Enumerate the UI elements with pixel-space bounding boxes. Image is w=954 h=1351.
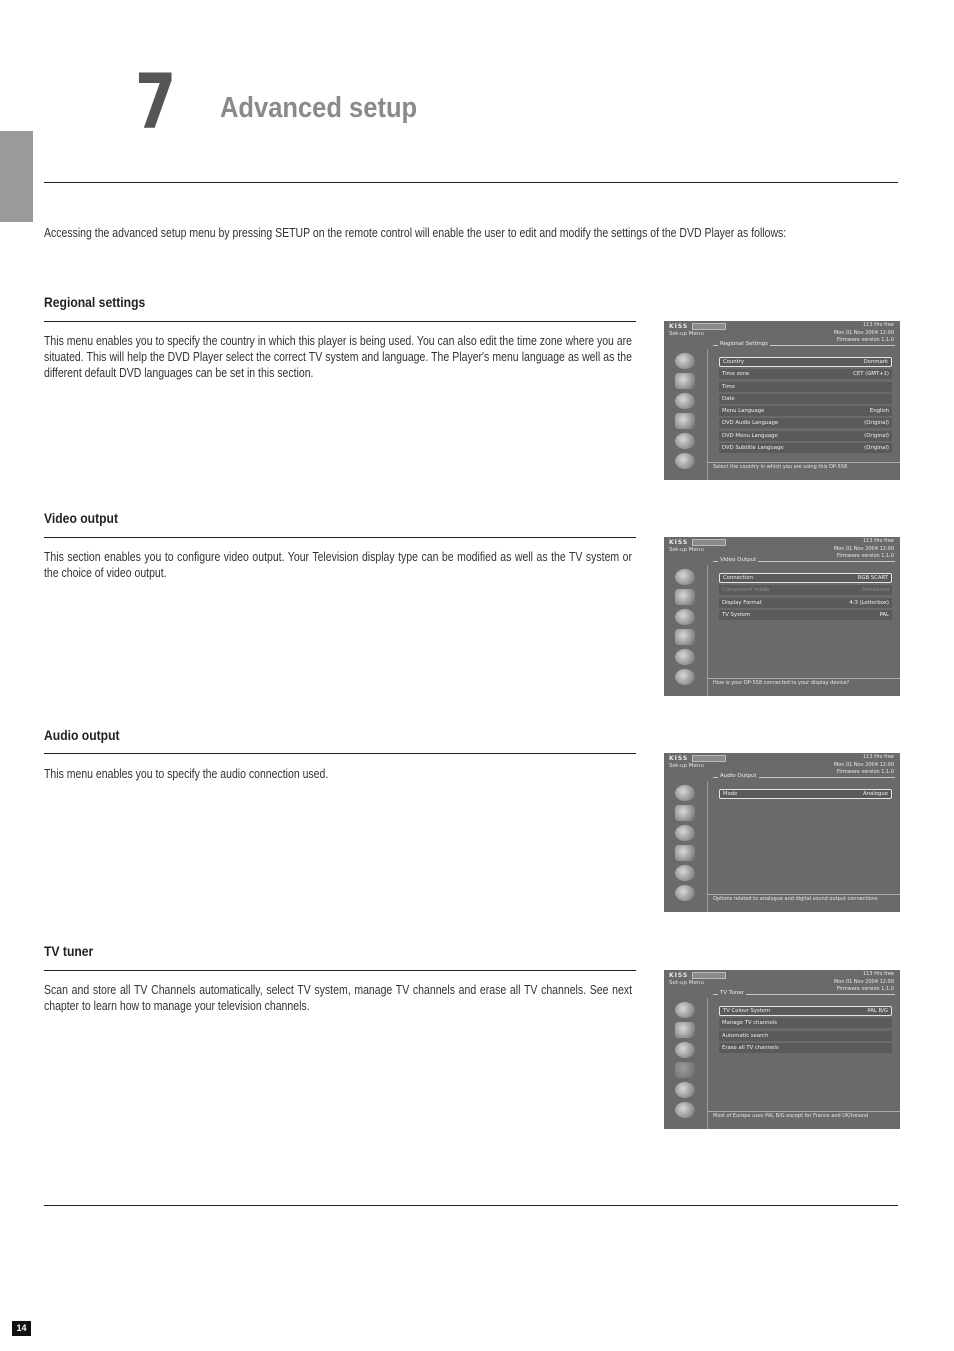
- menu-row[interactable]: Display Format 4:3 (Letterbox): [719, 598, 892, 608]
- section-rule: [44, 537, 636, 538]
- antenna-icon: [675, 845, 695, 861]
- speaker-icon: [675, 609, 695, 625]
- menu-row: Component mode Interlaced: [719, 585, 892, 595]
- menu-row[interactable]: Erase all TV channels: [719, 1043, 892, 1053]
- kiss-logo: KISS: [669, 539, 726, 546]
- page-number: 14: [12, 1321, 31, 1336]
- network-icon: [675, 1082, 695, 1098]
- kiss-logo: KISS: [669, 972, 726, 979]
- header-rule: [44, 182, 898, 183]
- settings-panel: Audio Output Mode Analogue: [713, 777, 895, 893]
- speaker-icon: [675, 825, 695, 841]
- settings-panel: Regional Settings Country Denmark Time zone CET (GMT+1) Time Date Menu Language English DVD Audio Language (Original) DVD Menu Language (Original) DVD Subtitle Language (Original): [713, 345, 895, 461]
- hint-text: Options related to analogue and digital sound output connections: [713, 896, 878, 902]
- network-icon: [675, 865, 695, 881]
- kiss-logo: KISS: [669, 755, 726, 762]
- menu-row[interactable]: Date: [719, 394, 892, 404]
- globe-icon: [675, 353, 695, 369]
- hint-text: Select the country in which you are using this DP-558: [713, 464, 848, 470]
- menu-row[interactable]: Mode Analogue: [719, 789, 892, 799]
- menu-row[interactable]: Menu Language English: [719, 406, 892, 416]
- kiss-logo: KISS: [669, 323, 726, 330]
- menu-row[interactable]: DVD Audio Language (Original): [719, 418, 892, 428]
- menu-row[interactable]: DVD Subtitle Language (Original): [719, 443, 892, 453]
- globe-icon: [675, 785, 695, 801]
- section-text-regional: This menu enables you to specify the country in which this player is being used. You can also edit the time zone where you are situated. This will help the DVD Player select the correct TV system and language. The Player's menu language as well as the different default DVD languages can be set in this section.: [44, 334, 632, 380]
- section-rule: [44, 753, 636, 754]
- speaker-icon: [675, 393, 695, 409]
- section-text-video: This section enables you to configure video output. Your Television display type can be modified as well as the TV system or the choice of video output.: [44, 550, 632, 580]
- menu-row[interactable]: TV Colour System PAL B/G: [719, 1006, 892, 1016]
- status-info: 113 Hrs free Mon 01 Nov 2004 12:00 Firmware version 1.1.0: [833, 322, 894, 343]
- section-heading-regional: Regional settings: [44, 295, 146, 310]
- screenshot-regional-settings: [664, 321, 900, 480]
- network-icon: [675, 649, 695, 665]
- menu-row[interactable]: Automatic search: [719, 1031, 892, 1041]
- menu-icons: [670, 785, 698, 905]
- menu-row[interactable]: TV System PAL: [719, 610, 892, 620]
- display-icon: [675, 1022, 695, 1038]
- chapter-side-tab: [0, 131, 33, 222]
- hint-text: How is your DP-558 connected to your display device?: [713, 680, 850, 686]
- hint-text: Most of Europe uses PAL B/G except for France and UK/Ireland: [713, 1113, 869, 1119]
- display-icon: [675, 589, 695, 605]
- gears-icon: [675, 1102, 695, 1118]
- menu-icons: [670, 569, 698, 689]
- screenshot-tv-tuner: [664, 970, 900, 1129]
- menu-label: Set-up Menu: [669, 331, 704, 337]
- globe-icon: [675, 569, 695, 585]
- status-info: 113 Hrs free Mon 01 Nov 2004 12:00 Firmware version 1.1.0: [833, 754, 894, 775]
- section-text-audio: This menu enables you to specify the audio connection used.: [44, 767, 329, 781]
- menu-row[interactable]: Time: [719, 382, 892, 392]
- section-heading-video: Video output: [44, 511, 119, 526]
- settings-panel: Video Output Connection RGB SCART Component mode Interlaced Display Format 4:3 (Letterbox) TV System PAL: [713, 561, 895, 677]
- section-text-tv-tuner: Scan and store all TV Channels automatically, select TV system, manage TV channels and erase all TV channels. See next chapter to learn how to manage your television channels.: [44, 983, 632, 1013]
- menu-row[interactable]: Country Denmark: [719, 357, 892, 367]
- menu-row[interactable]: Manage TV channels: [719, 1018, 892, 1028]
- menu-label: Set-up Menu: [669, 547, 704, 553]
- chapter-number: 7: [135, 57, 175, 146]
- intro-text: Accessing the advanced setup menu by pressing SETUP on the remote control will enable the user to edit and modify the settings of the DVD Player as follows:: [44, 226, 787, 240]
- network-icon: [675, 433, 695, 449]
- globe-icon: [675, 1002, 695, 1018]
- menu-icons: [670, 353, 698, 473]
- section-rule: [44, 321, 636, 322]
- speaker-icon: [675, 1042, 695, 1058]
- display-icon: [675, 373, 695, 389]
- section-heading-audio: Audio output: [44, 728, 120, 743]
- gears-icon: [675, 453, 695, 469]
- menu-label: Set-up Menu: [669, 980, 704, 986]
- menu-row[interactable]: Connection RGB SCART: [719, 573, 892, 583]
- antenna-icon: [675, 1062, 695, 1078]
- settings-panel: TV Tuner TV Colour System PAL B/G Manage TV channels Automatic search Erase all TV channels: [713, 994, 895, 1110]
- status-info: 113 Hrs free Mon 01 Nov 2004 12:00 Firmware version 1.1.0: [833, 538, 894, 559]
- menu-row[interactable]: Time zone CET (GMT+1): [719, 369, 892, 379]
- gears-icon: [675, 885, 695, 901]
- menu-row[interactable]: DVD Menu Language (Original): [719, 431, 892, 441]
- antenna-icon: [675, 629, 695, 645]
- screenshot-video-output: [664, 537, 900, 696]
- menu-label: Set-up Menu: [669, 763, 704, 769]
- display-icon: [675, 805, 695, 821]
- footer-rule: [44, 1205, 898, 1206]
- screenshot-audio-output: [664, 753, 900, 912]
- antenna-icon: [675, 413, 695, 429]
- section-heading-tv-tuner: TV tuner: [44, 944, 94, 959]
- status-info: 113 Hrs free Mon 01 Nov 2004 12:00 Firmware version 1.1.0: [833, 971, 894, 992]
- gears-icon: [675, 669, 695, 685]
- section-rule: [44, 970, 636, 971]
- chapter-title: Advanced setup: [220, 92, 418, 124]
- menu-icons: [670, 1002, 698, 1122]
